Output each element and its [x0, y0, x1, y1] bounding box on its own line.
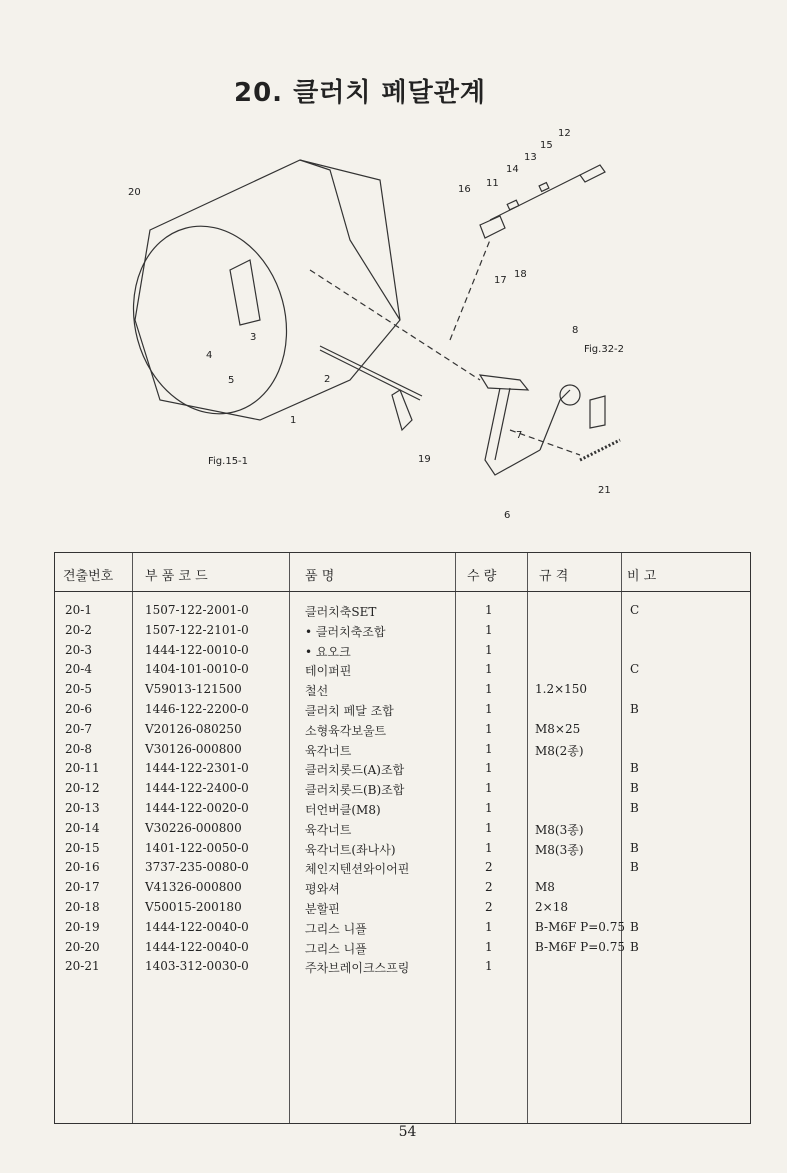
cell-name: 클러치 페달 조합	[305, 704, 394, 718]
header-quantity: 수 량	[467, 569, 497, 584]
header-part-name: 품 명	[305, 569, 335, 584]
cell-note: C	[630, 603, 640, 617]
cell-no: 20-16	[65, 860, 100, 875]
table-row	[55, 662, 752, 682]
table-row	[55, 900, 752, 920]
cell-spec: M8(3종)	[535, 842, 584, 857]
cell-no: 20-5	[65, 682, 92, 697]
cell-code: 1444-122-2400-0	[145, 781, 249, 796]
cell-qty: 1	[485, 939, 493, 954]
cell-qty: 1	[485, 761, 493, 776]
cell-code: 1444-122-0010-0	[145, 642, 249, 657]
page-title: 20. 클러치 페달관계	[234, 78, 486, 108]
cell-qty: 1	[485, 642, 493, 657]
cell-qty: 1	[485, 721, 493, 736]
cell-note: B	[630, 702, 639, 716]
callout-8: 8	[572, 325, 579, 336]
cell-no: 20-17	[65, 880, 100, 895]
cell-spec: 2×18	[535, 900, 568, 914]
cell-note: B	[630, 840, 639, 855]
cell-name: 주차브레이크스프링	[305, 961, 410, 976]
table-row	[55, 603, 752, 623]
cell-spec: 1.2×150	[535, 682, 588, 697]
callout-18: 18	[514, 269, 527, 280]
cell-code: 1446-122-2200-0	[145, 702, 249, 716]
cell-no: 20-11	[65, 761, 100, 776]
callout-3: 3	[250, 332, 257, 343]
callout-16: 16	[458, 184, 471, 195]
cell-note: B	[630, 801, 639, 815]
callout-11: 11	[486, 178, 499, 189]
callout-6: 6	[504, 510, 511, 520]
cell-name: 평와셔	[305, 882, 340, 897]
callout-5: 5	[228, 375, 235, 386]
cell-code: V59013-121500	[145, 682, 242, 697]
cell-qty: 2	[485, 900, 493, 914]
cell-no: 20-14	[65, 820, 100, 835]
cell-no: 20-20	[65, 939, 100, 954]
cell-qty: 1	[485, 801, 493, 815]
exploded-parts-diagram	[100, 120, 660, 520]
table-row	[55, 722, 752, 742]
page-number: 54	[398, 1124, 417, 1140]
cell-no: 20-2	[65, 622, 92, 637]
cell-no: 20-19	[65, 919, 100, 934]
cell-name: 육각너트(좌나사)	[305, 842, 396, 857]
cell-no: 20-18	[65, 900, 100, 914]
header-divider	[55, 591, 750, 592]
cell-note: B	[630, 919, 639, 934]
callout-fig-15-1: Fig.15-1	[208, 456, 249, 467]
table-row	[55, 959, 752, 979]
table-row	[55, 940, 752, 960]
cell-no: 20-1	[65, 603, 92, 617]
callout-4: 4	[206, 350, 213, 361]
cell-code: 1507-122-2101-0	[145, 622, 249, 637]
cell-note: C	[630, 662, 640, 677]
cell-spec: M8	[535, 880, 555, 895]
cell-no: 20-13	[65, 801, 100, 815]
cell-note: B	[630, 860, 639, 875]
cell-qty: 1	[485, 682, 493, 697]
callout-7: 7	[516, 430, 523, 441]
cell-name: 철선	[305, 684, 329, 699]
cell-no: 20-7	[65, 721, 92, 736]
cell-qty: 1	[485, 662, 493, 677]
table-row	[55, 623, 752, 643]
cell-spec: M8(2종)	[535, 743, 584, 758]
cell-name: 클러치롯드(B)조합	[305, 783, 405, 798]
callout-19: 19	[418, 454, 431, 465]
table-row	[55, 841, 752, 861]
cell-name: 테이퍼핀	[305, 664, 352, 679]
table-row	[55, 860, 752, 880]
callout-15: 15	[540, 140, 553, 151]
cell-name: 체인지텐션와이어핀	[305, 862, 410, 877]
table-row	[55, 761, 752, 781]
cell-code: 1444-122-0040-0	[145, 919, 249, 934]
table-row	[55, 880, 752, 900]
table-row	[55, 742, 752, 762]
callout-fig-32-2: Fig.32-2	[584, 344, 625, 355]
cell-code: 3737-235-0080-0	[145, 860, 249, 875]
cell-code: V30226-000800	[145, 820, 242, 835]
cell-qty: 1	[485, 622, 493, 637]
cell-name: 클러치축SET	[305, 605, 377, 619]
callout-21: 21	[598, 485, 611, 496]
cell-name: 그리스 니플	[305, 941, 367, 956]
callout-13: 13	[524, 152, 537, 163]
cell-no: 20-21	[65, 959, 100, 974]
table-row	[55, 801, 752, 821]
cell-qty: 1	[485, 702, 493, 716]
cell-code: 1507-122-2001-0	[145, 603, 249, 617]
callout-17: 17	[494, 275, 507, 286]
header-item-no: 견출번호	[63, 569, 114, 584]
cell-qty: 1	[485, 959, 493, 974]
cell-qty: 1	[485, 919, 493, 934]
callout-1: 1	[290, 415, 297, 426]
cell-spec: M8×25	[535, 721, 581, 736]
header-spec: 규 격	[539, 569, 569, 584]
cell-name: 육각너트	[305, 743, 352, 758]
cell-name: 그리스 니플	[305, 921, 367, 936]
parts-table	[54, 552, 751, 1124]
cell-no: 20-12	[65, 781, 100, 796]
cell-qty: 1	[485, 603, 493, 617]
cell-code: V30126-000800	[145, 741, 242, 756]
table-row	[55, 643, 752, 663]
callout-2: 2	[324, 374, 331, 385]
cell-code: 1403-312-0030-0	[145, 959, 249, 974]
cell-code: V41326-000800	[145, 880, 242, 895]
cell-code: 1444-122-0040-0	[145, 939, 249, 954]
callout-12: 12	[558, 128, 571, 139]
header-remark: 비 고	[627, 569, 657, 584]
cell-code: 1444-122-2301-0	[145, 761, 249, 776]
cell-qty: 1	[485, 820, 493, 835]
cell-spec: M8(3종)	[535, 822, 584, 837]
cell-code: 1401-122-0050-0	[145, 840, 249, 855]
cell-name: • 요오크	[305, 644, 351, 659]
cell-qty: 2	[485, 880, 493, 895]
header-part-code: 부 품 코 드	[145, 569, 208, 584]
cell-note: B	[630, 939, 639, 954]
cell-no: 20-4	[65, 662, 92, 677]
cell-no: 20-6	[65, 702, 92, 716]
table-row	[55, 920, 752, 940]
cell-spec: B-M6F P=0.75	[535, 939, 626, 954]
cell-name: • 클러치축조합	[305, 624, 386, 639]
cell-qty: 2	[485, 860, 493, 875]
cell-code: V50015-200180	[145, 900, 242, 914]
cell-name: 분할핀	[305, 902, 340, 916]
table-row	[55, 781, 752, 801]
cell-qty: 1	[485, 741, 493, 756]
callout-20: 20	[128, 187, 141, 198]
table-row	[55, 821, 752, 841]
cell-name: 클러치롯드(A)조합	[305, 763, 405, 778]
table-row	[55, 682, 752, 702]
cell-code: 1444-122-0020-0	[145, 801, 249, 815]
cell-name: 육각너트	[305, 822, 352, 837]
diagram-svg	[100, 120, 660, 520]
callout-14: 14	[506, 164, 519, 175]
cell-note: B	[630, 781, 639, 796]
cell-qty: 1	[485, 781, 493, 796]
cell-qty: 1	[485, 840, 493, 855]
cell-name: 소형육각보울트	[305, 723, 387, 738]
table-row	[55, 702, 752, 722]
cell-code: 1404-101-0010-0	[145, 662, 249, 677]
cell-spec: B-M6F P=0.75	[535, 919, 626, 934]
cell-name: 터언버클(M8)	[305, 803, 381, 817]
cell-no: 20-15	[65, 840, 100, 855]
cell-no: 20-8	[65, 741, 92, 756]
cell-note: B	[630, 761, 639, 776]
cell-code: V20126-080250	[145, 721, 242, 736]
cell-no: 20-3	[65, 642, 92, 657]
